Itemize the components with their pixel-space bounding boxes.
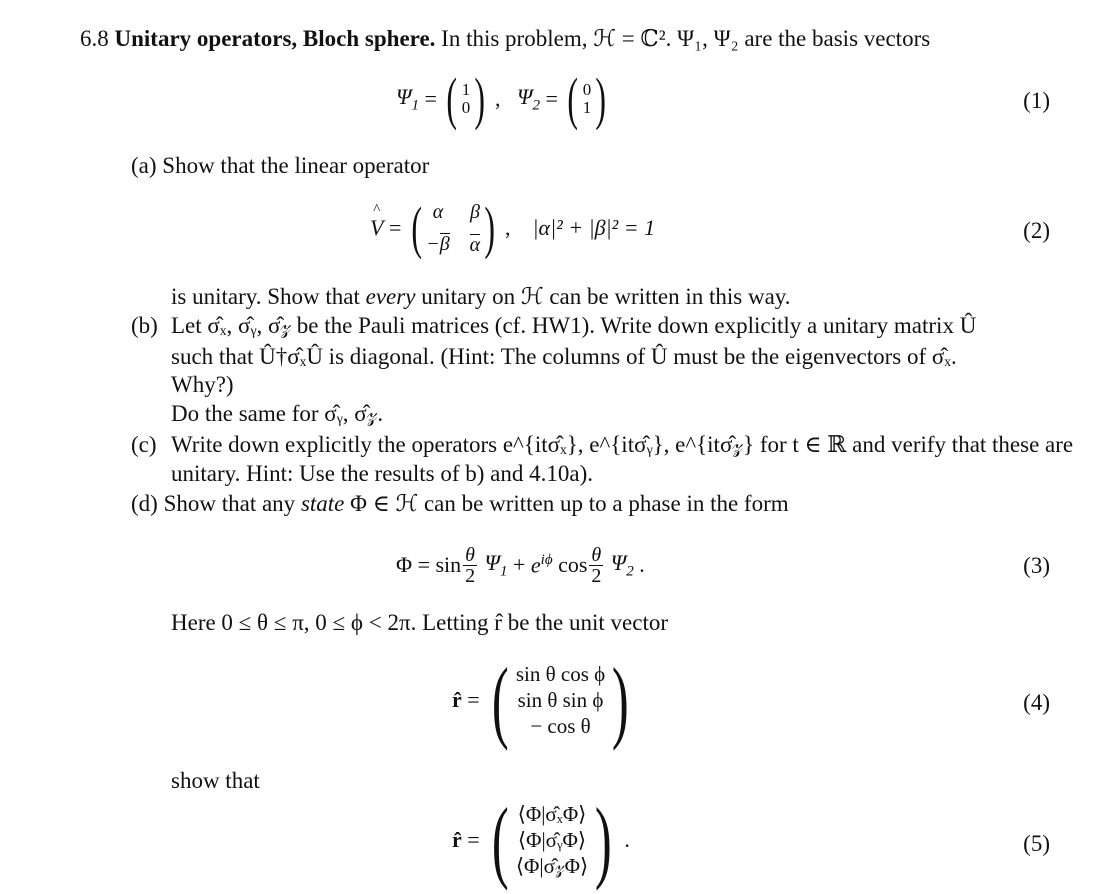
- equation-4: r̂ = ( sin θ cos ϕ sin θ sin ϕ − cos θ ): [452, 649, 629, 751]
- part-c-line-2: unitary. Hint: Use the results of b) and 4.10a).: [171, 461, 593, 486]
- problem-number: 6.8: [80, 26, 109, 51]
- part-a: [131, 153, 429, 179]
- part-b-line-2: such that Û†σ̂ₓÛ is diagonal. (Hint: The columns of Û must be the eigenvectors of σ̂ₓ.: [171, 344, 957, 369]
- problem-intro: In this problem, ℋ = ℂ². Ψ₁, Ψ₂ are the basis vectors: [441, 26, 931, 51]
- eq5-row-3: ⟨Φ|σ̂𝓏Φ⟩: [515, 854, 589, 879]
- equation-1: $\Psi_1$ = ( 1 0 ) , $\Psi_2$ = ( 0 1 ): [396, 66, 607, 131]
- equation-5: r̂ = ( ⟨Φ|σ̂ₓΦ⟩ ⟨Φ|σ̂ᵧΦ⟩ ⟨Φ|σ̂𝓏Φ⟩ ) .: [452, 789, 630, 891]
- equation-4-number: (4): [1023, 690, 1050, 715]
- equation-2: ^ V = ( α β −β α ) , |α|² + |β|² = 1: [370, 197, 655, 259]
- part-d-text-2: Φ ∈ ℋ can be written up to a phase in the form: [344, 491, 789, 516]
- problem-title: Unitary operators, Bloch sphere.: [114, 26, 436, 51]
- eq5-row-1: ⟨Φ|σ̂ₓΦ⟩: [517, 801, 587, 826]
- equation-3: Φ = sin $\frac{\theta}{2}$ $\Psi_1$ + $e^{i\phi}$ cos $\frac{\theta}{2}$ $\Psi_2$ .: [396, 543, 645, 587]
- part-d-here: Here 0 ≤ θ ≤ π, 0 ≤ ϕ < 2π. Letting r̂ be the unit vector: [171, 610, 669, 635]
- part-a-text: Show that the linear operator: [162, 153, 430, 178]
- eq5-row-2: ⟨Φ|σ̂ᵧΦ⟩: [517, 827, 587, 852]
- equation-1-number: (1): [1023, 88, 1050, 113]
- eq4-row-2: sin θ sin ϕ: [517, 687, 604, 712]
- part-d-label: (d): [131, 491, 158, 516]
- part-d: [131, 491, 789, 517]
- part-c-line-1: Write down explicitly the operators e^{itσ̂ₓ}, e^{itσ̂ᵧ}, e^{itσ̂𝓏} for t ∈ ℝ and verify that these are: [171, 432, 1074, 457]
- part-a-cont-emphasis: every: [365, 284, 416, 309]
- part-b-line-3: Why?): [171, 372, 234, 397]
- part-a-cont-text-1: is unitary. Show that: [171, 284, 366, 309]
- part-a-continuation: [171, 284, 791, 310]
- part-d-text-1: Show that any: [163, 491, 301, 516]
- equation-3-number: (3): [1023, 553, 1050, 578]
- part-d-emphasis: state: [300, 491, 345, 516]
- equation-2-constraint: |α|² + |β|² = 1: [532, 215, 656, 241]
- part-c-label: (c): [131, 432, 157, 457]
- part-d-show: show that: [171, 768, 260, 793]
- eq4-row-1: sin θ cos ϕ: [515, 661, 606, 686]
- eq4-row-3: − cos θ: [530, 714, 591, 739]
- part-b-line-4: Do the same for σ̂ᵧ, σ̂𝓏.: [171, 401, 384, 426]
- equation-5-number: (5): [1023, 831, 1050, 856]
- equation-2-number: (2): [1023, 218, 1050, 243]
- part-a-label: (a): [131, 153, 157, 178]
- part-a-cont-text-2: unitary on ℋ can be written in this way.: [415, 284, 791, 309]
- problem-heading: [80, 26, 930, 52]
- part-b-label: (b): [131, 313, 158, 338]
- part-b-line-1: Let σ̂ₓ, σ̂ᵧ, σ̂𝓏 be the Pauli matrices (cf. HW1). Write down explicitly a unitary matrix Û: [171, 313, 977, 338]
